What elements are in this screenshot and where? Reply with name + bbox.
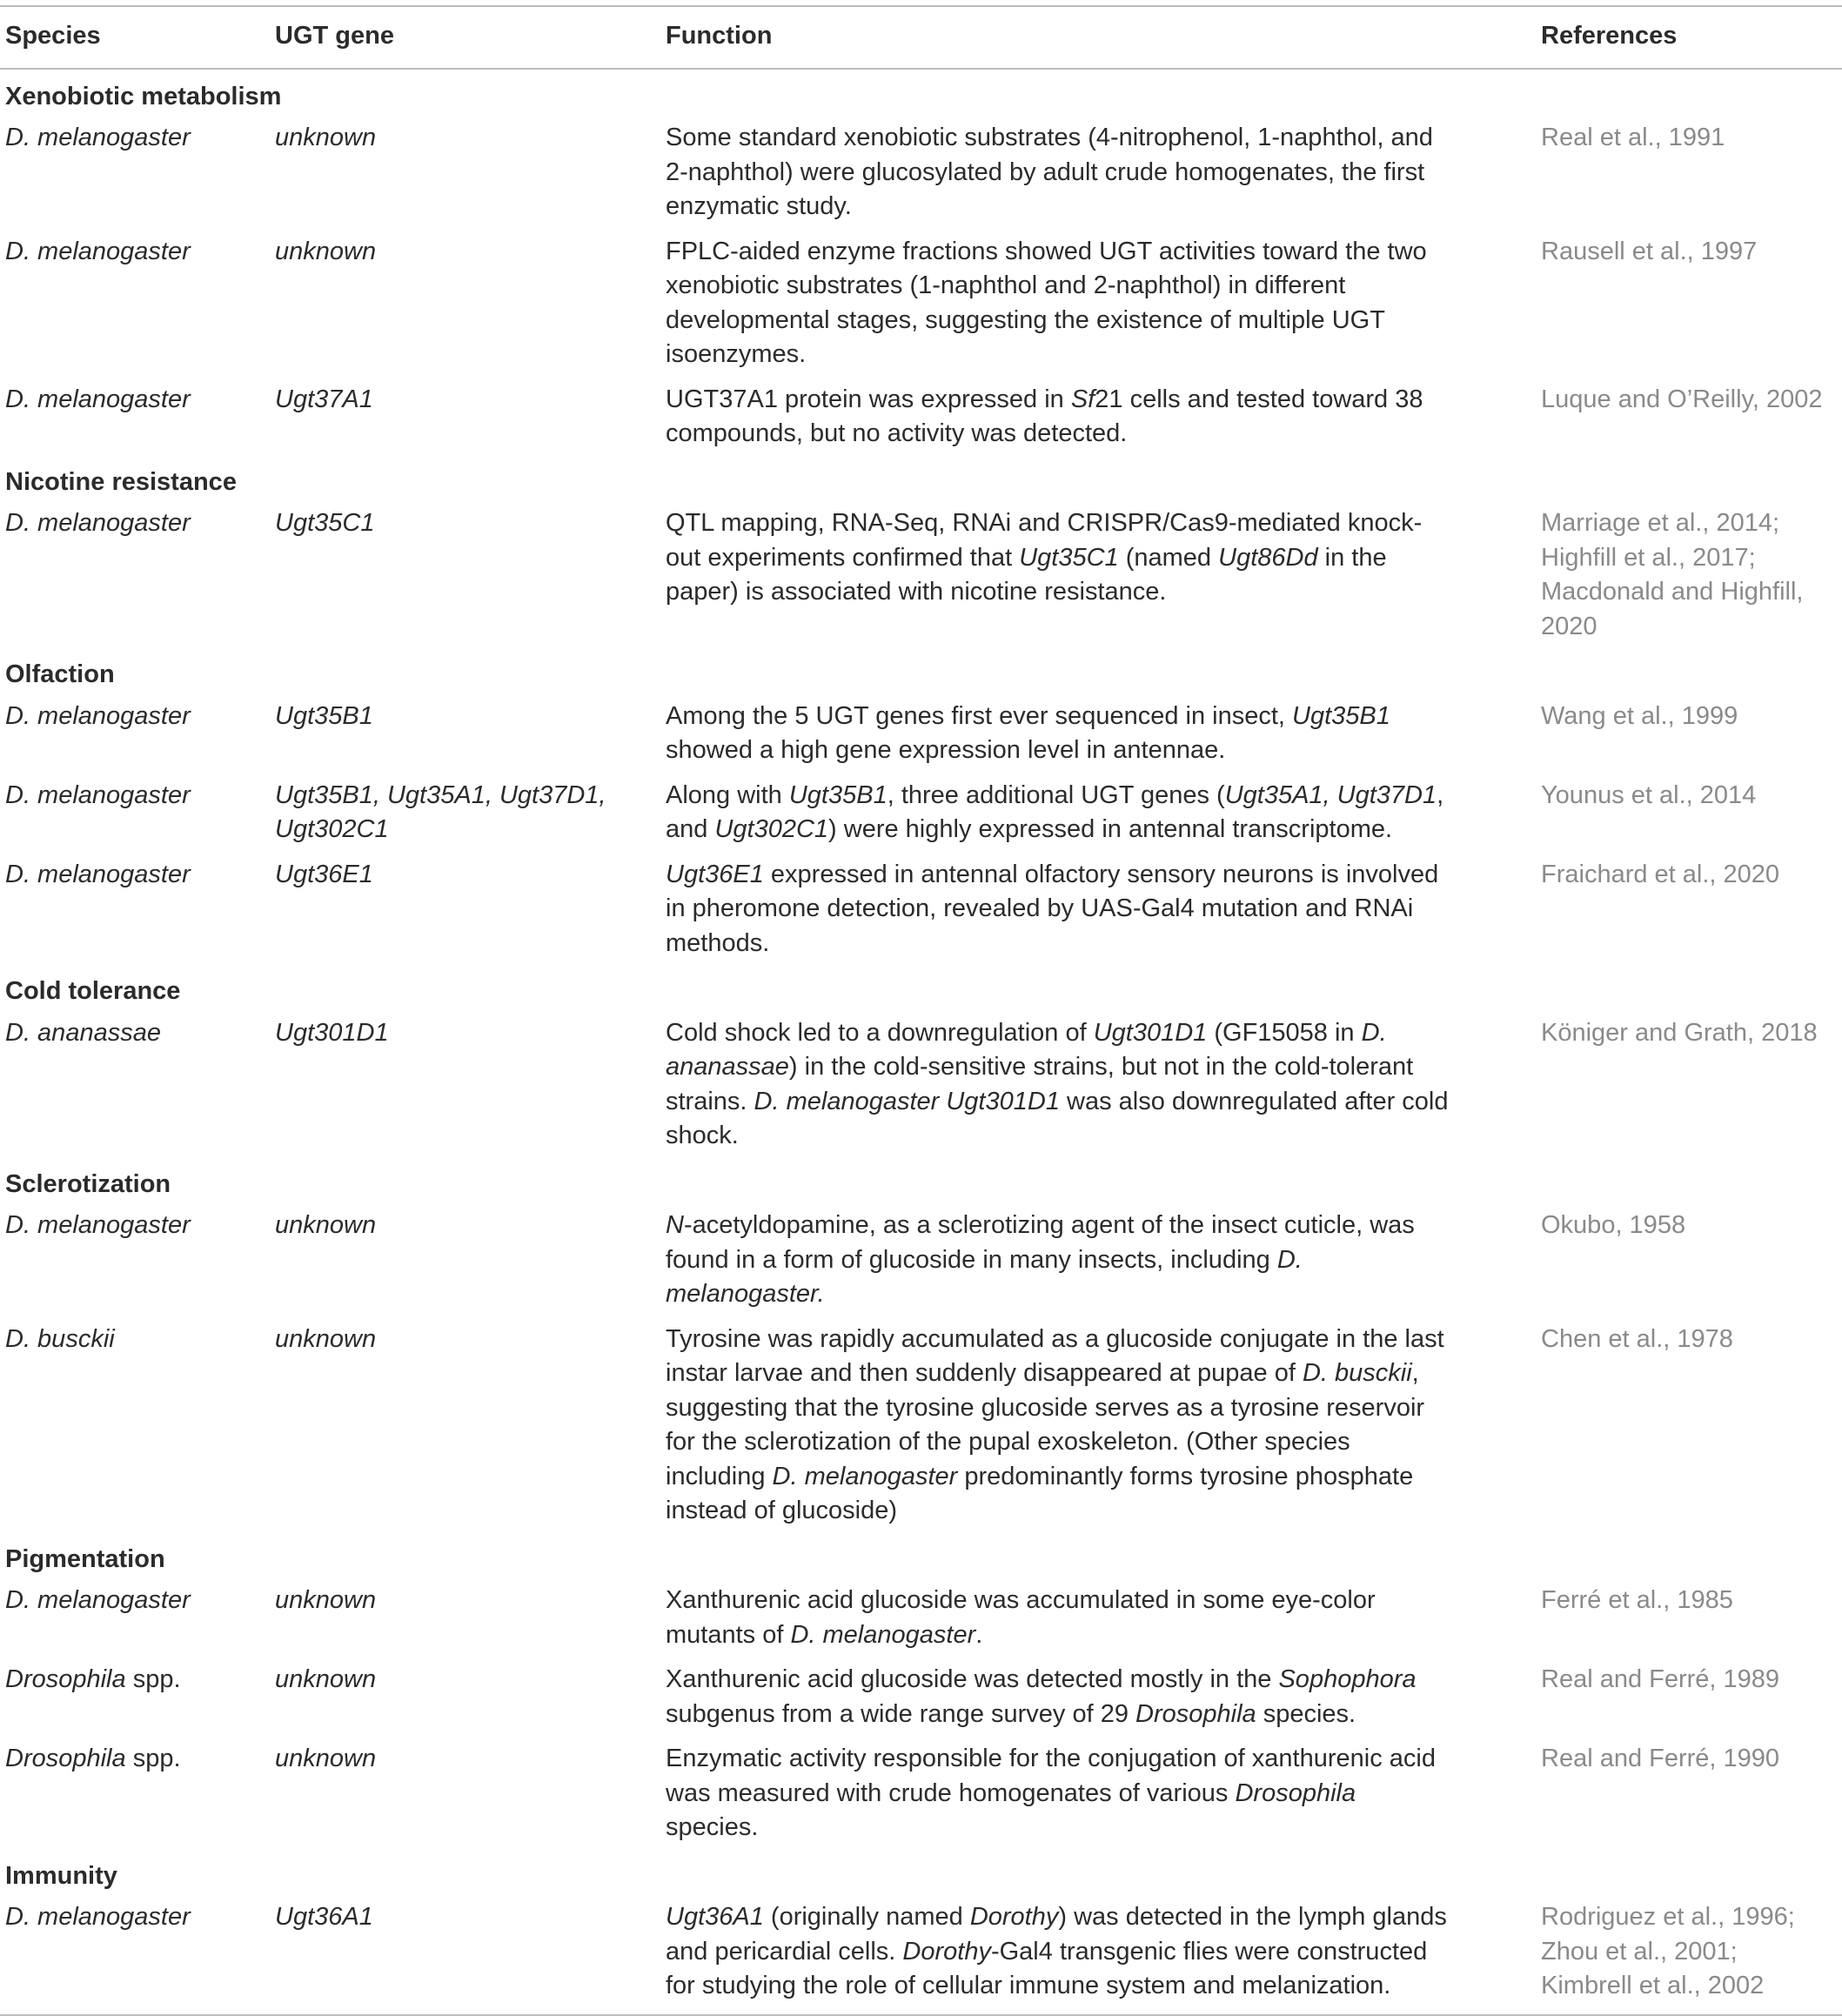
- species-cell: [0, 1737, 270, 1851]
- section-heading: Xenobiotic metabolism: [5, 82, 282, 111]
- gene-cell: Ugt36E1: [275, 860, 373, 888]
- reference-cell: Königer and Grath, 2018: [1541, 1018, 1818, 1047]
- reference-cell: Fraichard et al., 2020: [1541, 860, 1780, 888]
- function-text: expressed in antennal olfactory sensory neurons is involved in pheromone detection, revealed by UAS-Gal4 mutation and RNAi methods.: [666, 860, 1439, 957]
- function-text: 21 cells and tested toward 38 compounds, but no activity was detected.: [666, 385, 1423, 447]
- species-cell: D. melanogaster: [5, 509, 191, 537]
- function-text: Xanthurenic acid glucoside was detected mostly in the: [666, 1665, 1279, 1693]
- reference-link[interactable]: Macdonald and Highfill, 2020: [1541, 578, 1804, 640]
- table-row: [0, 501, 1842, 649]
- section-row: [0, 457, 1842, 502]
- table-row: [0, 853, 1842, 967]
- function-cell: [666, 501, 1536, 649]
- function-italic: Ugt35A1, Ugt37D1: [1224, 780, 1437, 809]
- function-text: ) was detected in the lymph glands and pericardial cells.: [666, 1903, 1447, 1966]
- species-cell: D. melanogaster: [0, 1895, 270, 2015]
- table-row: [0, 774, 1842, 853]
- gene-cell: Ugt35B1: [275, 701, 373, 730]
- reference-cell: [1536, 501, 1842, 649]
- section-heading: Nicotine resistance: [5, 467, 237, 496]
- function-text: , suggesting that the tyrosine glucoside serves as a tyrosine reservoir for the sclerotization of the pupal exoskeleton. (Other species including: [666, 1359, 1425, 1490]
- function-cell: FPLC-aided enzyme fractions showed UGT activities toward the two xenobiotic substrates (1-naphthol and 2-naphthol) in different developmental stages, suggesting the existence of multiple UGT isoenzymes.: [666, 237, 1427, 368]
- function-cell: [666, 1658, 1536, 1737]
- function-text: ) in the cold-sensitive strains, but not in the cold-tolerant strains.: [666, 1053, 1414, 1115]
- function-text: UGT37A1 protein was expressed in: [666, 385, 1071, 413]
- gene-cell: unknown: [275, 1211, 377, 1239]
- function-cell: Some standard xenobiotic substrates (4-nitrophenol, 1-naphthol, and 2-naphthol) were glucosylated by adult crude homogenates, the first enzymatic study.: [666, 124, 1433, 220]
- function-italic: D. melanogaster: [772, 1462, 958, 1490]
- reference-cell: Okubo, 1958: [1541, 1211, 1686, 1239]
- header-function: Function: [666, 6, 1536, 69]
- table-row: [0, 1578, 1842, 1658]
- reference-cell: Real et al., 1991: [1541, 124, 1725, 151]
- species-cell: D. melanogaster: [5, 237, 191, 265]
- species-italic: Drosophila: [5, 1745, 126, 1772]
- table-row: [0, 1011, 1842, 1159]
- header-species: Species: [0, 6, 270, 69]
- section-row: [0, 1534, 1842, 1579]
- function-text: -Gal4 transgenic flies were constructed for studying the role of cellular immune system and melanization.: [666, 1937, 1428, 1999]
- function-text: Xanthurenic acid glucoside was accumulated in some eye-color mutants of: [666, 1586, 1376, 1649]
- function-text: Along with: [666, 780, 789, 809]
- gene-cell: unknown: [275, 237, 377, 265]
- function-italic: Ugt36E1: [666, 860, 764, 888]
- function-cell: [666, 1317, 1536, 1534]
- function-cell: [666, 1895, 1536, 2015]
- gene-cell: unknown: [275, 1745, 377, 1772]
- table-body: [0, 69, 1842, 2015]
- species-cell: D. melanogaster: [5, 1586, 191, 1614]
- species-italic: Drosophila: [5, 1665, 126, 1693]
- section-row: [0, 966, 1842, 1011]
- reference-cell: Chen et al., 1978: [1541, 1324, 1733, 1353]
- species-cell: D. busckii: [5, 1324, 115, 1353]
- section-row: [0, 649, 1842, 694]
- gene-cell: Ugt301D1: [275, 1018, 389, 1047]
- function-text: Enzymatic activity responsible for the conjugation of xanthurenic acid was measured with crude homogenates of various: [666, 1745, 1436, 1807]
- ugt-function-table: [0, 5, 1842, 2016]
- function-text: , and: [666, 780, 1444, 843]
- table-row: [0, 1203, 1842, 1317]
- section-row: [0, 1851, 1842, 1896]
- function-text: Cold shock led to a downregulation of: [666, 1018, 1094, 1047]
- reference-link[interactable]: Zhou et al., 2001: [1541, 1937, 1731, 1966]
- species-cell: D. melanogaster: [5, 780, 191, 809]
- reference-cell: Real and Ferré, 1990: [1541, 1745, 1780, 1772]
- function-cell: [666, 1578, 1536, 1658]
- species-cell: [0, 1658, 270, 1737]
- function-italic: Ugt35B1: [788, 780, 888, 809]
- table-row: [0, 378, 1842, 457]
- species-cell: D. melanogaster: [5, 1211, 191, 1239]
- gene-cell: Ugt37A1: [275, 385, 373, 413]
- reference-link[interactable]: Kimbrell et al., 2002: [1541, 1972, 1765, 1999]
- reference-cell: [1536, 1895, 1842, 2015]
- reference-cell: Ferré et al., 1985: [1541, 1586, 1733, 1614]
- section-heading: Sclerotization: [5, 1169, 171, 1198]
- header-ugt-gene: UGT gene: [270, 6, 666, 69]
- section-heading: Cold tolerance: [5, 977, 181, 1005]
- function-text: (named: [1118, 543, 1219, 572]
- species-cell: D. melanogaster: [5, 385, 191, 413]
- function-cell: [666, 1203, 1536, 1317]
- function-italic: Dorothy: [902, 1937, 991, 1966]
- table-row: [0, 1658, 1842, 1737]
- table-row: [0, 1895, 1842, 2015]
- table-row: [0, 1317, 1842, 1534]
- species-cell: D. melanogaster: [5, 860, 191, 888]
- function-italic: N: [666, 1211, 684, 1239]
- species-cell: D. melanogaster: [5, 124, 191, 151]
- reference-link[interactable]: Highfill et al., 2017: [1541, 543, 1749, 572]
- table-row: [0, 1737, 1842, 1851]
- function-italic: Drosophila: [1235, 1778, 1356, 1807]
- function-cell: [666, 853, 1536, 967]
- function-cell: [666, 774, 1536, 853]
- function-text: -acetyldopamine, as a sclerotizing agent of the insect cuticle, was found in a form of glucoside in many insects, including: [666, 1211, 1415, 1274]
- header-references: References: [1536, 6, 1842, 69]
- species-cell: D. melanogaster: [5, 701, 191, 730]
- gene-cell: Ugt36A1: [270, 1895, 666, 2015]
- function-text: species.: [666, 1813, 759, 1841]
- reference-link[interactable]: Rodriguez et al., 1996: [1541, 1903, 1788, 1931]
- function-text: subgenus from a wide range survey of 29: [666, 1699, 1136, 1728]
- header-row: [0, 6, 1842, 69]
- gene-cell: Ugt35B1, Ugt35A1, Ugt37D1, Ugt302C1: [275, 780, 606, 843]
- function-text: showed a high gene expression level in antennae.: [666, 736, 1226, 764]
- function-text: predominantly forms tyrosine phosphate instead of glucoside): [666, 1462, 1414, 1524]
- function-text: (originally named: [763, 1903, 970, 1931]
- reference-separator: ;: [1730, 1937, 1738, 1966]
- function-italic: Ugt86Dd: [1218, 543, 1318, 572]
- function-text: , three additional UGT genes (: [887, 780, 1225, 809]
- function-italic: Dorothy: [969, 1903, 1059, 1931]
- function-italic: Sf: [1070, 385, 1095, 413]
- table-row: [0, 694, 1842, 774]
- reference-cell: Rausell et al., 1997: [1541, 237, 1758, 265]
- section-heading: Olfaction: [5, 660, 115, 688]
- reference-separator: ;: [1748, 543, 1756, 572]
- function-text: was also downregulated after cold shock.: [666, 1087, 1449, 1149]
- function-italic: Ugt35C1: [1019, 543, 1119, 572]
- species-cell: D. ananassae: [5, 1018, 161, 1047]
- function-italic: Ugt36A1: [666, 1903, 764, 1931]
- gene-cell: unknown: [275, 1586, 377, 1614]
- function-text: .: [975, 1620, 983, 1649]
- function-text: Among the 5 UGT genes first ever sequenced in insect,: [666, 701, 1293, 730]
- function-italic: D. busckii: [1302, 1359, 1412, 1387]
- function-text: ) were highly expressed in antennal transcriptome.: [828, 815, 1393, 843]
- table-row: [0, 230, 1842, 378]
- function-cell: [666, 694, 1536, 774]
- function-text: species.: [1256, 1699, 1356, 1728]
- function-text: in the paper) is associated with nicotine resistance.: [666, 543, 1387, 606]
- function-italic: Drosophila: [1135, 1699, 1256, 1728]
- function-italic: Ugt302C1: [714, 815, 829, 843]
- reference-separator: ;: [1787, 1903, 1795, 1931]
- species-text: spp.: [125, 1745, 181, 1772]
- table-header: [0, 6, 1842, 69]
- function-italic: Sophophora: [1278, 1665, 1417, 1693]
- function-cell: [666, 1737, 1536, 1851]
- function-italic: D. melanogaster.: [666, 1245, 1303, 1308]
- reference-cell: Real and Ferré, 1989: [1541, 1665, 1780, 1693]
- section-row: [0, 69, 1842, 117]
- table-row: [0, 116, 1842, 230]
- function-italic: Ugt35B1: [1292, 701, 1390, 730]
- section-heading: Pigmentation: [5, 1544, 165, 1573]
- section-row: [0, 1159, 1842, 1204]
- function-italic: Ugt301D1: [1093, 1018, 1208, 1047]
- function-text: (GF15058 in: [1207, 1018, 1362, 1047]
- function-text: Tyrosine was rapidly accumulated as a glucoside conjugate in the last instar larvae and then suddenly disappeared at pupae of: [666, 1324, 1444, 1387]
- reference-link[interactable]: Marriage et al., 2014: [1541, 509, 1772, 537]
- section-heading: Immunity: [5, 1861, 117, 1890]
- gene-cell: unknown: [275, 124, 377, 151]
- species-text: spp.: [125, 1665, 181, 1693]
- function-cell: [666, 1011, 1536, 1159]
- reference-cell: Younus et al., 2014: [1541, 780, 1757, 809]
- function-italic: D. melanogaster Ugt301D1: [754, 1087, 1060, 1115]
- gene-cell: unknown: [275, 1324, 377, 1353]
- function-italic: D. melanogaster: [790, 1620, 976, 1649]
- function-cell: [666, 378, 1536, 457]
- function-text: QTL mapping, RNA-Seq, RNAi and CRISPR/Cas9-mediated knock-out experiments confirmed that: [666, 509, 1423, 572]
- function-italic: D. ananassae: [666, 1018, 1387, 1081]
- reference-cell: Wang et al., 1999: [1541, 701, 1738, 730]
- reference-cell: Luque and O’Reilly, 2002: [1541, 385, 1823, 413]
- reference-separator: ;: [1772, 509, 1780, 537]
- gene-cell: Ugt35C1: [275, 509, 375, 537]
- gene-cell: unknown: [275, 1665, 377, 1693]
